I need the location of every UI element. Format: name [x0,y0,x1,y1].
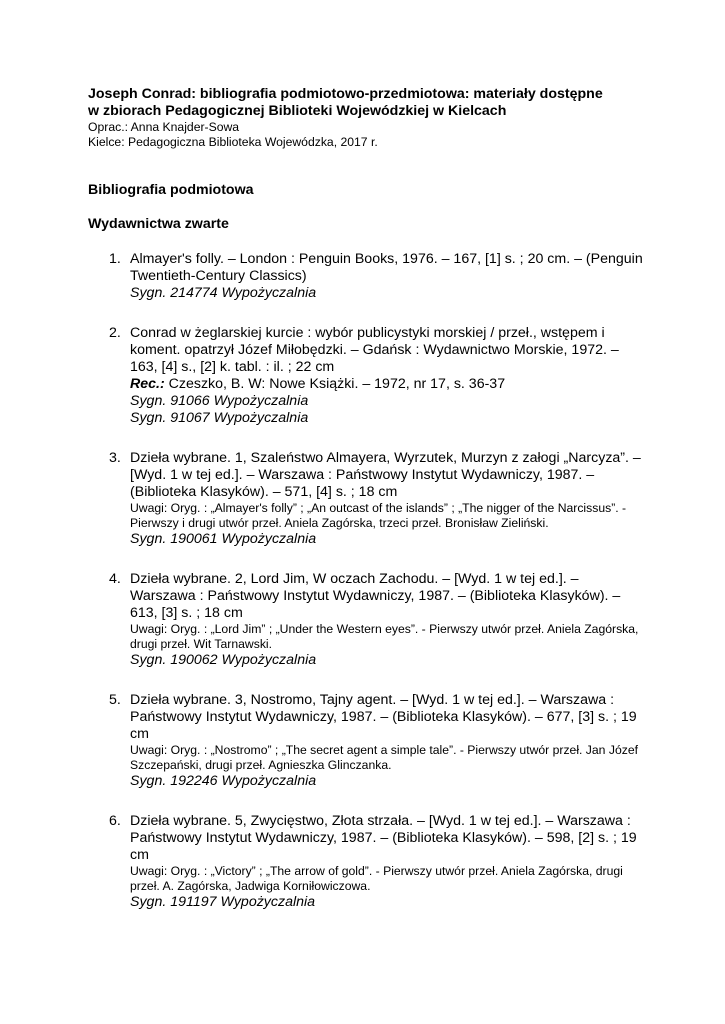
entry-description: Dzieła wybrane. 1, Szaleństwo Almayera, Wyrzutek, Murzyn z załogi „Narcyza”. – [Wyd. 1 w tej ed.]. – Warszawa : Państwowy Instytut Wydawniczy, 1987. – (Biblioteka Klasyków). – 571, [4] s. ; 18 cm [130,450,641,500]
bibliography-list [88,251,648,934]
entry-description: Almayer's folly. – London : Penguin Books, 1976. – 167, [1] s. ; 20 cm. – (Penguin Twentieth-Century Classics) [130,251,643,284]
entry-number: 4. [109,571,121,587]
publisher-line: Kielce: Pedagogiczna Biblioteka Wojewódzka, 2017 r. [88,134,378,149]
bibliography-entry-4 [88,571,648,669]
entry-notes: Uwagi: Oryg. : „Nostromo” ; „The secret agent a simple tale”. - Pierwszy utwór przeł. Jan Józef Szczepański, drugi przeł. Agnieszka Glinczanka. [130,743,638,772]
review-label: Rec.: [130,376,165,392]
review-text: Czeszko, B. W: Nowe Książki. – 1972, nr 17, s. 36-37 [164,376,506,392]
bibliography-entry-2 [88,325,648,427]
entry-call-number: Sygn. 190061 Wypożyczalnia [130,531,317,547]
bibliography-entry-6 [88,813,648,911]
entry-number: 2. [109,325,121,341]
bibliography-entry-5 [88,692,648,790]
compiler-line: Oprac.: Anna Knajder-Sowa [88,120,240,134]
document-title-line-1: Joseph Conrad: bibliografia podmiotowo-przedmiotowa: materiały dostępne [88,86,603,102]
entry-call-number: Sygn. 91066 Wypożyczalnia [130,393,309,409]
entry-call-number: Sygn. 91067 Wypożyczalnia [130,410,309,426]
entry-review [130,376,648,393]
document-header [88,86,648,149]
entry-notes: Uwagi: Oryg. : „Lord Jim” ; „Under the Western eyes”. - Pierwszy utwór przeł. Aniela Zagórska, drugi przeł. Wit Tarnawski. [130,622,639,651]
document-page [88,86,648,910]
bibliography-entry-1 [88,251,648,302]
document-title-line-2: w zbiorach Pedagogicznej Biblioteki Wojewódzkiej w Kielcach [88,103,507,119]
entry-number: 3. [109,450,121,466]
section-heading-bibliografia: Bibliografia podmiotowa [88,182,254,198]
entry-call-number: Sygn. 190062 Wypożyczalnia [130,652,317,668]
entry-call-number: Sygn. 214774 Wypożyczalnia [130,285,317,301]
entry-call-number: Sygn. 192246 Wypożyczalnia [130,773,317,789]
entry-notes: Uwagi: Oryg. : „Victory” ; „The arrow of gold”. - Pierwszy utwór przeł. Aniela Zagórska, drugi przeł. A. Zagórska, Jadwiga Korniłowiczowa. [130,864,623,893]
entry-number: 6. [109,813,121,829]
entry-notes: Uwagi: Oryg. : „Almayer's folly” ; „An outcast of the islands” ; „The nigger of the Narcissus”. - Pierwszy i drugi utwór przeł. Aniela Zagórska, trzeci przeł. Bronisław Zieliński. [130,501,627,530]
section-heading-wydawnictwa: Wydawnictwa zwarte [88,216,229,232]
entry-call-number: Sygn. 191197 Wypożyczalnia [130,894,316,910]
entry-description: Dzieła wybrane. 5, Zwycięstwo, Złota strzała. – [Wyd. 1 w tej ed.]. – Warszawa : Państwowy Instytut Wydawniczy, 1987. – (Biblioteka Klasyków). – 598, [2] s. ; 19 cm [130,813,637,863]
entry-description: Dzieła wybrane. 3, Nostromo, Tajny agent. – [Wyd. 1 w tej ed.]. – Warszawa : Państwowy Instytut Wydawniczy, 1987. – (Biblioteka Klasyków). – 677, [3] s. ; 19 cm [130,692,637,742]
bibliography-entry-3 [88,450,648,548]
entry-number: 5. [109,692,121,708]
entry-number: 1. [109,251,121,267]
entry-description: Conrad w żeglarskiej kurcie : wybór publicystyki morskiej / przeł., wstępem i koment. opatrzył Józef Miłobędzki. – Gdańsk : Wydawnictwo Morskie, 1972. – 163, [4] s., [2] k. tabl. : il. ; 22 cm [130,325,619,375]
entry-description: Dzieła wybrane. 2, Lord Jim, W oczach Zachodu. – [Wyd. 1 w tej ed.]. – Warszawa : Państwowy Instytut Wydawniczy, 1987. – (Biblioteka Klasyków). – 613, [3] s. ; 18 cm [130,571,621,621]
